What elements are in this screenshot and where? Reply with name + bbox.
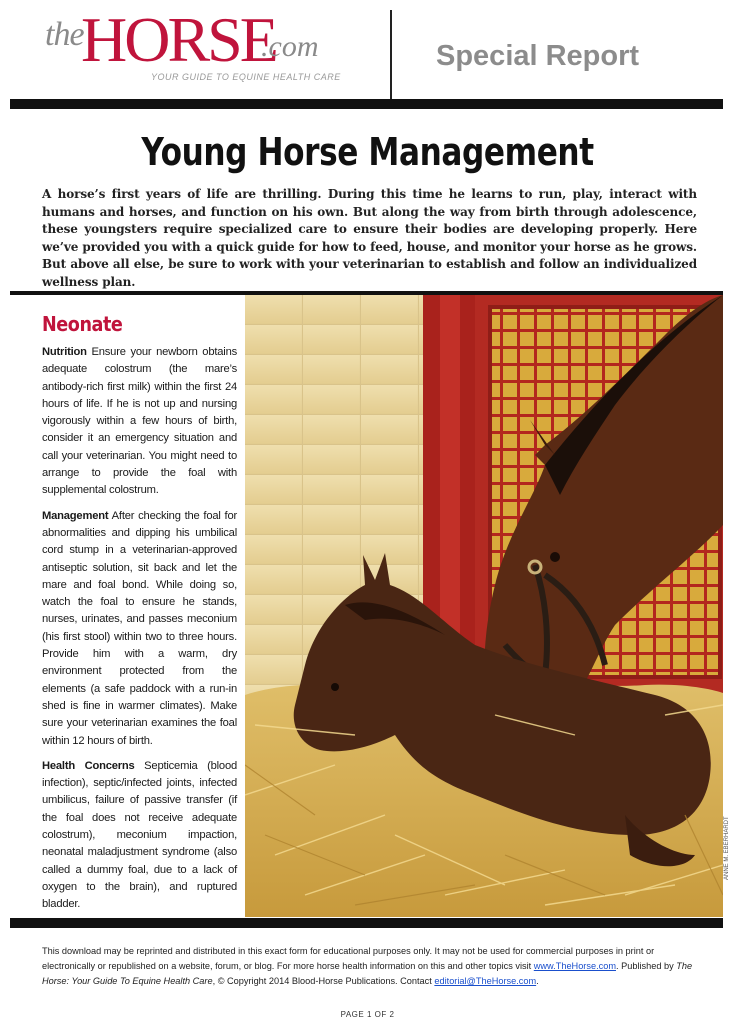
nutrition-heading: Nutrition [42, 346, 87, 358]
mare-and-foal-photo [245, 295, 723, 917]
footer-end-period: . [536, 976, 539, 986]
header-divider [390, 10, 392, 100]
editorial-email-link[interactable]: editorial@TheHorse.com [434, 976, 537, 986]
thehorse-logo[interactable] [45, 4, 345, 88]
footer-publication-name: The Horse: Your Guide To Equine Health Care [42, 961, 693, 986]
neonate-column [42, 312, 237, 922]
mare-and-foal-illustration [245, 295, 723, 917]
management-heading: Management [42, 509, 109, 522]
bottom-rule [10, 918, 723, 928]
section-title-neonate: Neonate [42, 312, 123, 336]
logo-tagline: YOUR GUIDE TO EQUINE HEALTH CARE [151, 72, 341, 82]
footer-disclaimer-text: This download may be reprinted and distributed in this exact form for educational purposes only. It may not be used for commercial purposes in print or electronically or republished on a website, forum, or blog. For more horse health information on this and other topics visit [42, 946, 655, 971]
thehorse-site-link[interactable]: www.TheHorse.com [533, 961, 616, 971]
footer-published-prefix: Published by [621, 961, 677, 971]
logo-horse-text: HORSE [81, 4, 276, 75]
nutrition-paragraph [42, 344, 237, 500]
health-concerns-paragraph [42, 758, 237, 914]
footer-disclaimer [42, 944, 697, 989]
logo-the-text: the [45, 16, 84, 53]
footer-period: . [615, 961, 619, 971]
page-title: Young Horse Management [141, 130, 594, 174]
intro-paragraph: A horse’s first years of life are thrilling. During this time he learns to run, play, interact with humans and horses, and function on his own. But along the way from birth through adolescence, these youngsters require specialized care to ensure their bodies are developing properly. Here we’ve provided you with a quick guide for how to feed, house, and monitor your horse as he grows. But above all else, be sure to work with your veterinarian to establish and follow an individualized wellness plan. [42, 187, 697, 289]
special-report-label: Special Report [436, 40, 640, 72]
management-body: After checking the foal for abnormalities and dipping his umbilical cord stump in a veterinarian-approved antiseptic solution, sit back and let the mare and foal bond. While doing so, watch the foal to ensure he stands, nurses, urinates, and passes meconium (his first stool) within two to three hours. Provide him with a warm, dry environment protected from the elements (a safe paddock with a run-in shed is fine in warmer climates). Make sure your veterinarian examines the foal within 12 hours of birth. [42, 509, 237, 747]
health-concerns-heading: Health Concerns [42, 759, 135, 772]
footer-copyright: , © Copyright 2014 Blood-Horse Publications. Contact [212, 976, 435, 986]
page-number: PAGE 1 OF 2 [340, 1010, 395, 1019]
logo-com-text: .com [261, 30, 319, 63]
management-paragraph [42, 508, 237, 750]
health-concerns-body: Septicemia (blood infection), septic/infected joints, infected umbilicus, failure of passive transfer (if the foal does not receive adequate colostrum), meconium impaction, neonatal maladjustment syndrome (also called a dummy foal, due to a lack of oxygen to the brain), and ruptured bladder. [42, 759, 237, 911]
photo-credit: ANNE M. EBERHARDT [724, 816, 730, 880]
masthead [0, 0, 735, 100]
top-rule [10, 99, 723, 109]
nutrition-body: Ensure your newborn obtains adequate colostrum (the mare’s antibody-rich first milk) within the first 24 hours of life. If he is not up and nursing vigorously within a few hours of birth, consider it an emergency situation and call your veterinarian. You might need to arrange to provide the foal with supplemental colostrum. [42, 346, 237, 497]
